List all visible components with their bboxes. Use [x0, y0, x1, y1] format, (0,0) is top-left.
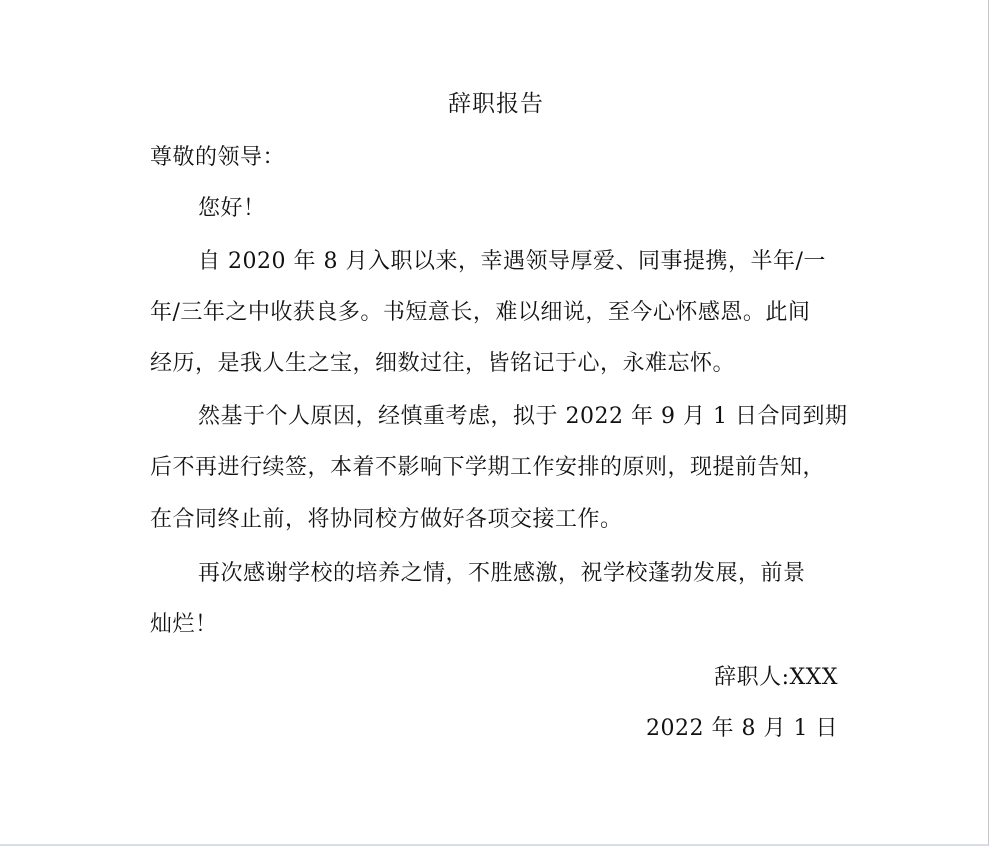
paragraph-1-line-2: 年/三年之中收获良多。书短意长，难以细说，至今心怀感恩。此间 — [150, 300, 811, 325]
page-title: 辞职报告 — [448, 91, 544, 117]
paragraph-2-line-3: 在合同终止前，将协同校方做好各项交接工作。 — [150, 507, 623, 532]
paragraph-2-line-1: 然基于个人原因，经慎重考虑，拟于 2022 年 9 月 1 日合同到期 — [198, 404, 848, 429]
signature-date: 2022 年 8 月 1 日 — [646, 716, 838, 741]
paragraph-2-line-2: 后不再进行续签，本着不影响下学期工作安排的原则，现提前告知， — [150, 455, 826, 480]
greeting: 您好！ — [198, 196, 266, 221]
signer: 辞职人:XXX — [714, 665, 838, 690]
paragraph-3-line-1: 再次感谢学校的培养之情，不胜感激，祝学校蓬勃发展，前景 — [198, 561, 806, 586]
salutation: 尊敬的领导： — [150, 145, 286, 170]
paragraph-1-line-1: 自 2020 年 8 月入职以来，幸遇领导厚爱、同事提携，半年/一 — [198, 249, 826, 274]
paragraph-3-line-2: 灿烂！ — [150, 612, 218, 637]
paragraph-1-line-3: 经历，是我人生之宝，细数过往，皆铭记于心，永难忘怀。 — [150, 351, 736, 376]
